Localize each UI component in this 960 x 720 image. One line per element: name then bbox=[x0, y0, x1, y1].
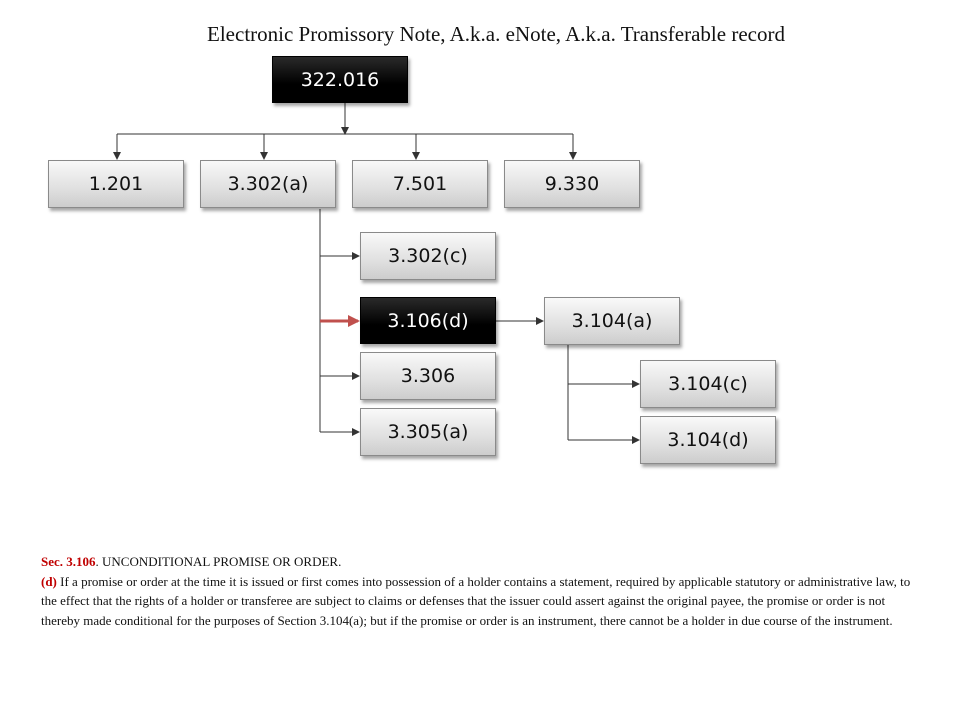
node-3-305a[interactable]: 3.305(a) bbox=[360, 408, 496, 456]
node-3-302c[interactable]: 3.302(c) bbox=[360, 232, 496, 280]
node-9-330[interactable]: 9.330 bbox=[504, 160, 640, 208]
section-heading: . UNCONDITIONAL PROMISE OR ORDER. bbox=[95, 554, 342, 569]
node-3-104c[interactable]: 3.104(c) bbox=[640, 360, 776, 408]
node-7-501[interactable]: 7.501 bbox=[352, 160, 488, 208]
node-3-302a[interactable]: 3.302(a) bbox=[200, 160, 336, 208]
node-3-104a[interactable]: 3.104(a) bbox=[544, 297, 680, 345]
subsection-label: (d) bbox=[41, 573, 57, 589]
note-body-text: If a promise or order at the time it is issued or first comes into possession of a holder contains a statement, required by applicable statutory or administrative law, to the effect that the rights of a holder or transferee are subject to claims or defenses that the issuer could assert against the original payee, the promise or order is not thereby made conditional for the purposes of Section 3.104(a); but if the promise or order is an instrument, there cannot be a holder in due course of the instrument. bbox=[41, 573, 911, 628]
node-3-104d[interactable]: 3.104(d) bbox=[640, 416, 776, 464]
section-label: Sec. 3.106 bbox=[41, 554, 96, 569]
statute-note bbox=[41, 552, 911, 630]
diagram-title: Electronic Promissory Note, A.k.a. eNote, A.k.a. Transferable record bbox=[207, 22, 785, 46]
note-body-paragraph bbox=[41, 572, 911, 631]
node-3-106d[interactable]: 3.106(d) bbox=[360, 297, 496, 344]
node-322-016[interactable]: 322.016 bbox=[272, 56, 408, 103]
node-1-201[interactable]: 1.201 bbox=[48, 160, 184, 208]
node-3-306[interactable]: 3.306 bbox=[360, 352, 496, 400]
note-heading-line bbox=[41, 552, 911, 572]
